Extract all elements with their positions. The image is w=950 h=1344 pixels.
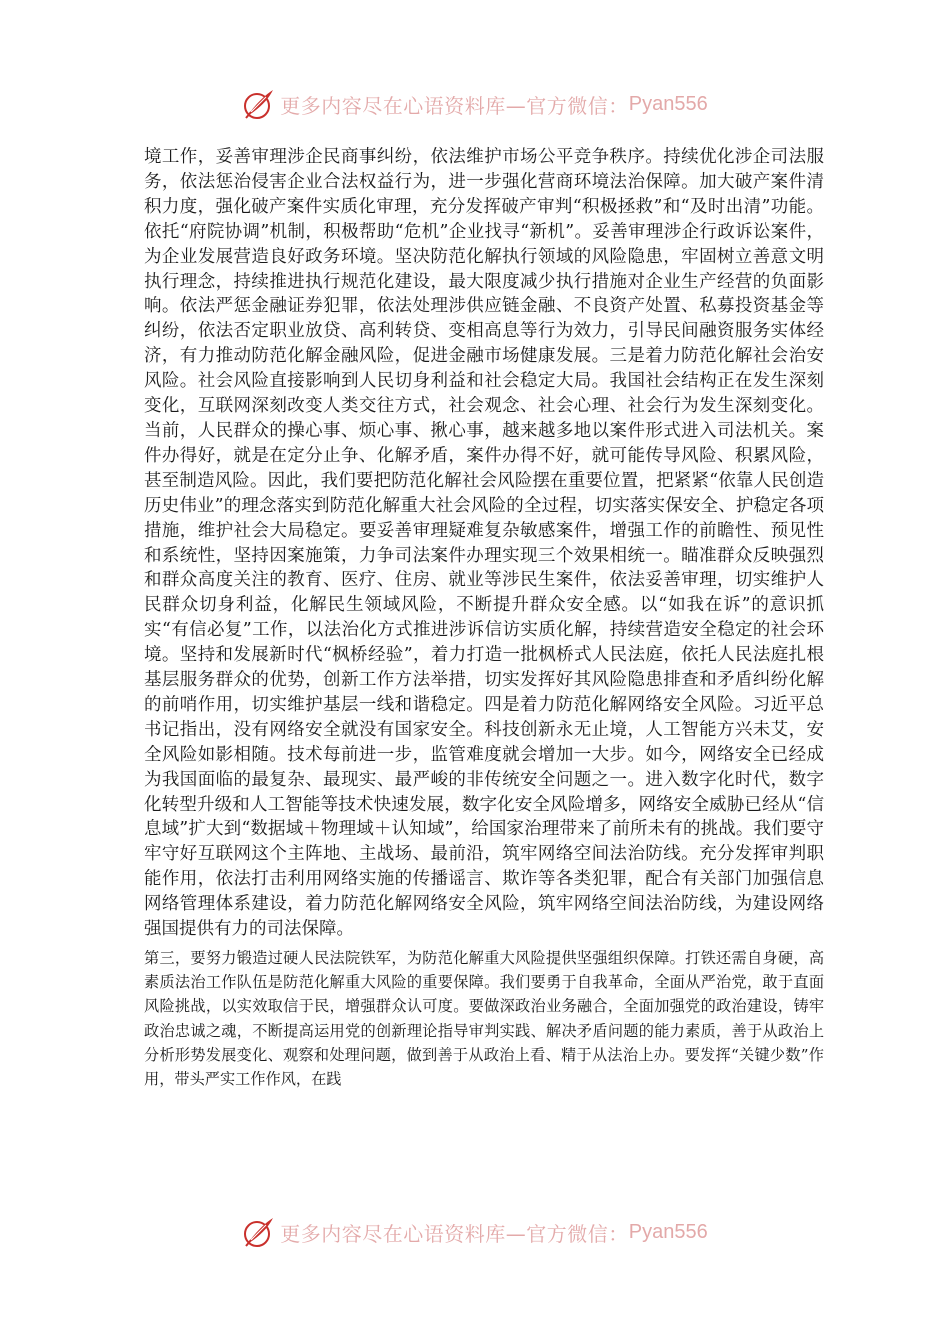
quill-pen-logo-icon <box>242 1215 276 1249</box>
watermark-text: 更多内容尽在心语资料库—官方微信： <box>280 93 629 118</box>
body-paragraph-2: 第三，要努力锻造过硬人民法院铁军，为防范化解重大风险提供坚强组织保障。打铁还需自身硬，高素质法治工作队伍是防范化解重大风险的重要保障。我们要勇于自我革命，全面从严治党，敢于直面风险挑战，以实效取信于民，增强群众认可度。要做深政治业务融合，全面加强党的政治建设，铸牢政治忠诚之魂，不断提高运用党的创新理论指导审判实践、解决矛盾问题的能力素质，善于从政治上分析形势发展变化、观察和处理问题，做到善于从政治上看、精于从法治上办。要发挥“关键少数”作用，带头严实工作作风，在践 <box>144 949 824 1089</box>
watermark-text: 更多内容尽在心语资料库—官方微信： <box>280 1221 629 1246</box>
watermark-header <box>0 84 950 124</box>
watermark-wechat-id: Pyan556 <box>628 92 708 115</box>
quill-pen-logo-icon <box>242 87 276 121</box>
body-paragraph-1: 境工作，妥善审理涉企民商事纠纷，依法维护市场公平竞争秩序。持续优化涉企司法服务，依法惩治侵害企业合法权益行为，进一步强化营商环境法治保障。加大破产案件清积力度，强化破产案件实质化审理，充分发挥破产审判“积极拯救”和“及时出清”功能。依托“府院协调”机制，积极帮助“危机”企业找寻“新机”。妥善审理涉企行政诉讼案件，为企业发展营造良好政务环境。坚决防范化解执行领域的风险隐患，牢固树立善意文明执行理念，持续推进执行规范化建设，最大限度减少执行措施对企业生产经营的负面影响。依法严惩金融证券犯罪，依法处理涉供应链金融、不良资产处置、私募投资基金等纠纷，依法否定职业放贷、高利转贷、变相高息等行为效力，引导民间融资服务实体经济，有力推动防范化解金融风险，促进金融市场健康发展。三是着力防范化解社会治安风险。社会风险直接影响到人民切身利益和社会稳定大局。我国社会结构正在发生深刻变化，互联网深刻改变人类交往方式，社会观念、社会心理、社会行为发生深刻变化。当前，人民群众的操心事、烦心事、揪心事，越来越多地以案件形式进入司法机关。案件办得好，就是在定分止争、化解矛盾，案件办得不好，就可能传导风险、积累风险，甚至制造风险。因此，我们要把防范化解社会风险摆在重要位置，把紧紧“依靠人民创造历史伟业”的理念落实到防范化解重大社会风险的全过程，切实落实保安全、护稳定各项措施，维护社会大局稳定。要妥善审理疑难复杂敏感案件，增强工作的前瞻性、预见性和系统性，坚持因案施策，力争司法案件办理实现三个效果相统一。瞄准群众反映强烈和群众高度关注的教育、医疗、住房、就业等涉民生案件，依法妥善审理，切实维护人民群众切身利益，化解民生领域风险，不断提升群众安全感。以“如我在诉”的意识抓实“有信必复”工作，以法治化方式推进涉诉信访实质化解，持续营造安全稳定的社会环境。坚持和发展新时代“枫桥经验”，着力打造一批枫桥式人民法庭，依托人民法庭扎根基层服务群众的优势，创新工作方法举措，切实发挥好其风险隐患排查和矛盾纠纷化解的前哨作用，切实维护基层一线和谐稳定。四是着力防范化解网络安全风险。习近平总书记指出，没有网络安全就没有国家安全。科技创新永无止境，人工智能方兴未艾，安全风险如影相随。技术每前进一步，监管难度就会增加一大步。如今，网络安全已经成为我国面临的最复杂、最现实、最严峻的非传统安全问题之一。进入数字化时代，数字化转型升级和人工智能等技术快速发展，数字化安全风险增多，网络安全威胁已经从“信息域”扩大到“数据域＋物理域＋认知域”，给国家治理带来了前所未有的挑战。我们要守牢守好互联网这个主阵地、主战场、最前沿，筑牢网络空间法治防线。充分发挥审判职能作用，依法打击利用网络实施的传播谣言、欺诈等各类犯罪，配合有关部门加强信息网络管理体系建设，着力防范化解网络安全风险，筑牢网络空间法治防线，为建设网络强国提供有力的司法保障。 <box>144 147 824 940</box>
document-body <box>144 145 824 1091</box>
watermark-wechat-id: Pyan556 <box>628 1220 708 1243</box>
watermark-footer <box>0 1212 950 1252</box>
